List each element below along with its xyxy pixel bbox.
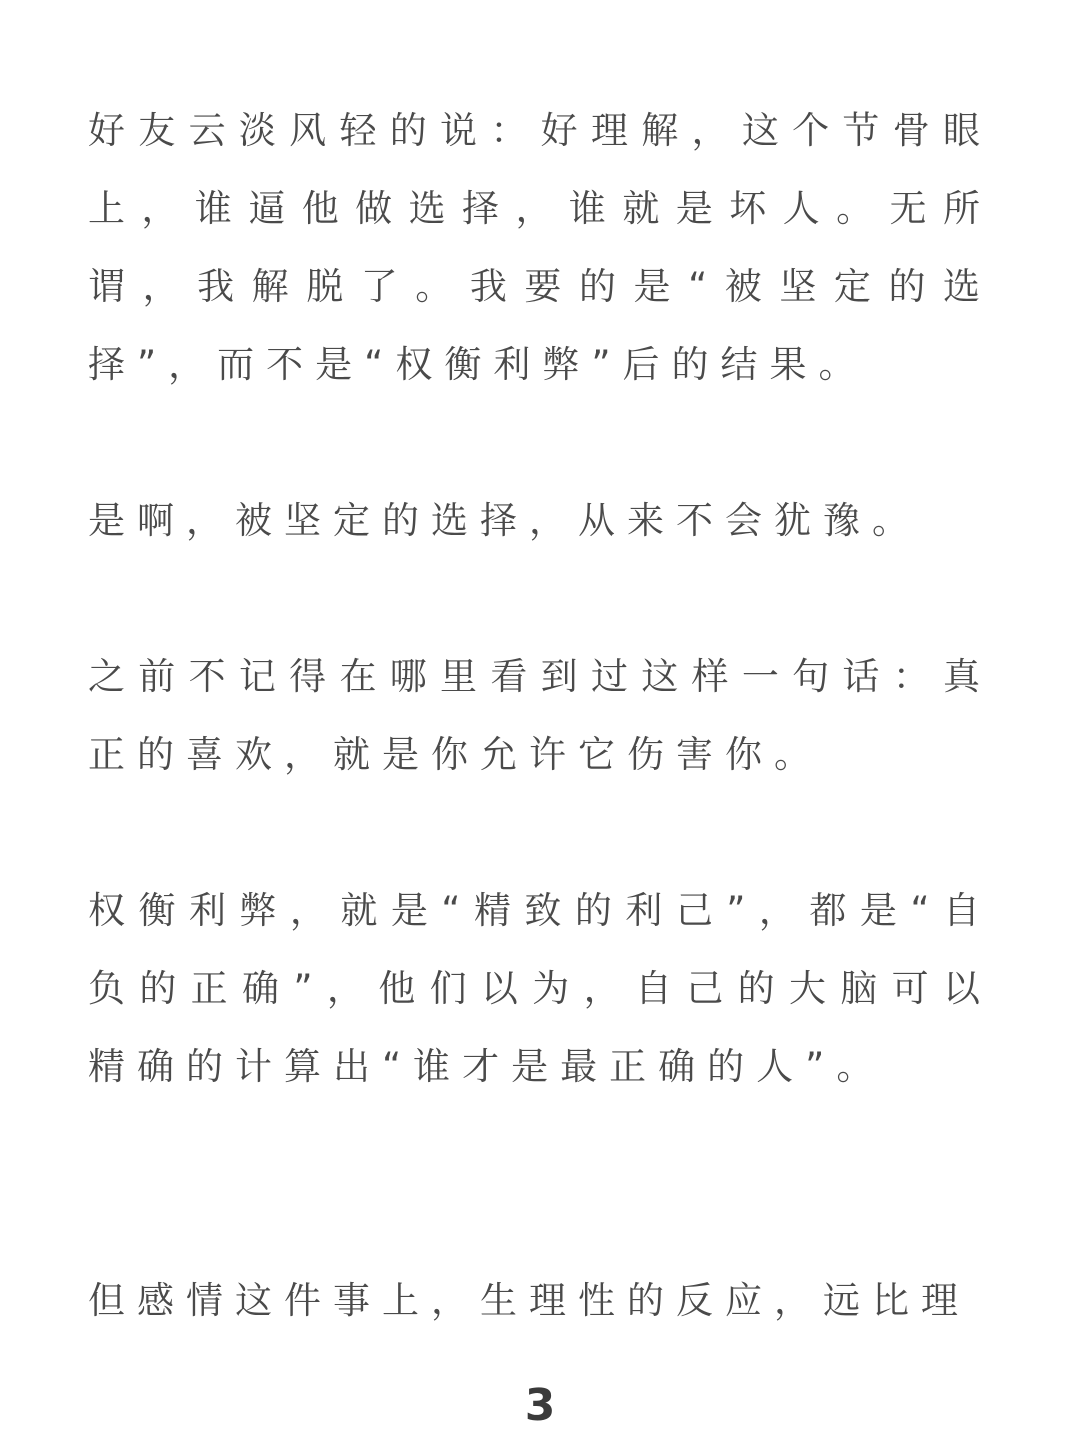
paragraph-2: 是啊，被坚定的选择，从来不会犹豫。 [88,499,921,542]
page-number: 3 [524,1380,556,1431]
paragraph-5: 但感情这件事上，生理性的反应，远比理 [88,1279,970,1322]
paragraph-1: 好友云淡风轻的说：好理解，这个节骨眼上，谁逼他做选择，谁就是坏人。无所谓，我解脱了。我要的是“被坚定的选择”，而不是“权衡利弊”后的结果。 [88,109,992,386]
paragraph-4: 权衡利弊，就是“精致的利己”，都是“自负的正确”，他们以为，自己的大脑可以精确的计算出“谁才是最正确的人”。 [88,889,992,1088]
paragraph-3: 之前不记得在哪里看到过这样一句话：真正的喜欢，就是你允许它伤害你。 [88,655,992,776]
